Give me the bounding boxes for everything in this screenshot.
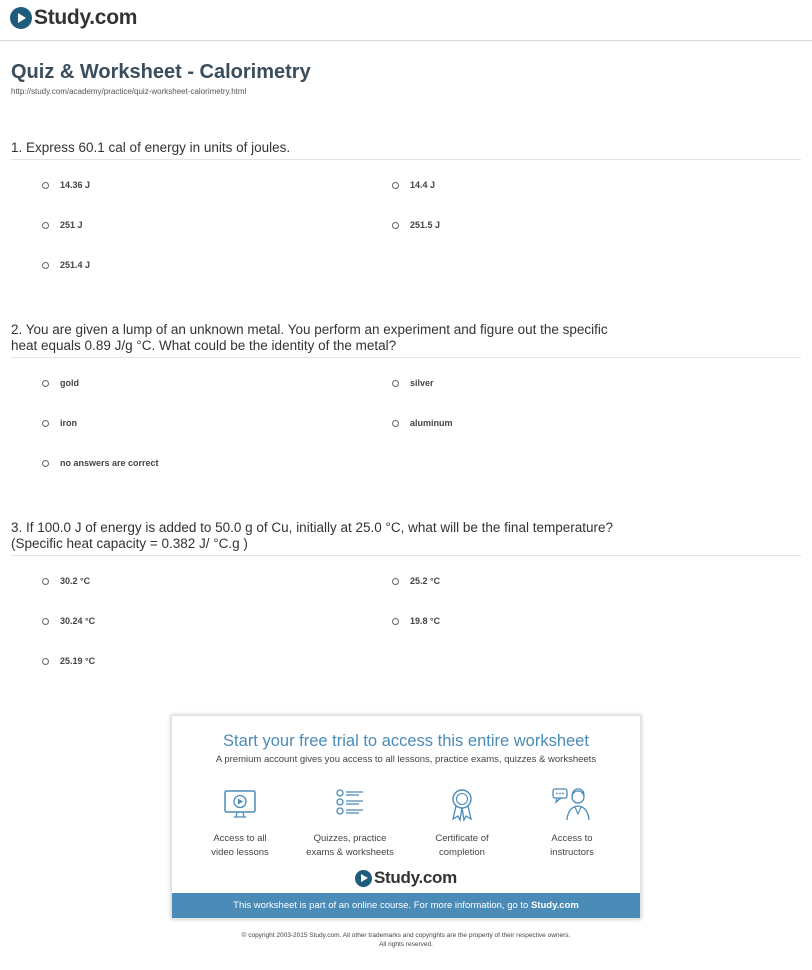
study-link[interactable]: Study.com (530, 900, 579, 911)
promo-info-bar: This worksheet is part of an online course. For more information, go to Study.com (172, 893, 640, 918)
feature-label: Certificate of completion (435, 833, 489, 858)
answer-option[interactable]: 30.24 °C (42, 616, 95, 626)
answer-option[interactable]: no answers are correct (42, 458, 159, 468)
answer-option[interactable]: 251 J (42, 220, 83, 230)
radio-icon[interactable] (42, 222, 49, 229)
answer-option[interactable]: 14.4 J (392, 180, 435, 190)
radio-icon[interactable] (392, 420, 399, 427)
video-lesson-icon (222, 786, 258, 822)
certificate-icon (444, 786, 480, 822)
promo-study-logo[interactable]: Study.com (172, 868, 640, 888)
question-text: 2. You are given a lump of an unknown metal. You perform an experiment and figure out the specific heat equals 0.89 J/g °C. What could be the identity of the metal? (11, 322, 801, 358)
radio-icon[interactable] (392, 182, 399, 189)
radio-icon[interactable] (42, 618, 49, 625)
answer-option[interactable]: aluminum (392, 418, 453, 428)
feature-instructors (517, 786, 627, 860)
answer-option[interactable]: 14.36 J (42, 180, 90, 190)
answer-option[interactable]: 30.2 °C (42, 576, 90, 586)
radio-icon[interactable] (42, 182, 49, 189)
radio-icon[interactable] (42, 262, 49, 269)
page-url[interactable]: http://study.com/academy/practice/quiz-worksheet-calorimetry.html (11, 87, 247, 96)
answer-option[interactable]: silver (392, 378, 434, 388)
radio-icon[interactable] (392, 618, 399, 625)
answer-option[interactable]: 25.2 °C (392, 576, 440, 586)
radio-icon[interactable] (42, 460, 49, 467)
answer-option[interactable]: 19.8 °C (392, 616, 440, 626)
radio-icon[interactable] (42, 578, 49, 585)
answer-option[interactable]: 251.4 J (42, 260, 90, 270)
copyright-footer: © copyright 2003-2015 Study.com. All other trademarks and copyrights are the property of their respective owners. All rights reserved. (241, 932, 571, 948)
feature-label: Quizzes, practice exams & worksheets (306, 833, 394, 858)
header-divider (0, 40, 812, 41)
answer-option[interactable]: gold (42, 378, 79, 388)
radio-icon[interactable] (42, 658, 49, 665)
feature-quizzes (295, 786, 405, 860)
question-text: 1. Express 60.1 cal of energy in units of joules. (11, 140, 801, 160)
promo-subtitle: A premium account gives you access to all lessons, practice exams, quizzes & worksheets (215, 754, 597, 765)
promo-title[interactable]: Start your free trial to access this entire worksheet (223, 732, 589, 750)
play-logo-icon (355, 870, 372, 887)
radio-icon[interactable] (392, 578, 399, 585)
free-trial-promo (171, 715, 641, 919)
play-logo-icon (10, 7, 32, 29)
answer-option[interactable]: 251.5 J (392, 220, 440, 230)
feature-label: Access to all video lessons (211, 833, 269, 858)
answer-option[interactable]: iron (42, 418, 77, 428)
question-1 (11, 140, 801, 160)
radio-icon[interactable] (42, 380, 49, 387)
feature-video-lessons (185, 786, 295, 860)
instructor-icon (551, 786, 593, 822)
answer-option[interactable]: 25.19 °C (42, 656, 95, 666)
page-title: Quiz & Worksheet - Calorimetry (11, 61, 311, 83)
radio-icon[interactable] (42, 420, 49, 427)
logo-text: Study.com (34, 6, 138, 29)
question-text: 3. If 100.0 J of energy is added to 50.0 g of Cu, initially at 25.0 °C, what will be the final temperature? (Specific heat capacity = 0.382 J/ °C.g ) (11, 520, 801, 556)
quiz-list-icon (332, 786, 368, 822)
radio-icon[interactable] (392, 222, 399, 229)
radio-icon[interactable] (392, 380, 399, 387)
feature-label: Access to instructors (550, 833, 594, 858)
study-logo[interactable] (10, 6, 137, 30)
question-3 (11, 520, 801, 556)
question-2 (11, 322, 801, 358)
feature-certificate (407, 786, 517, 860)
